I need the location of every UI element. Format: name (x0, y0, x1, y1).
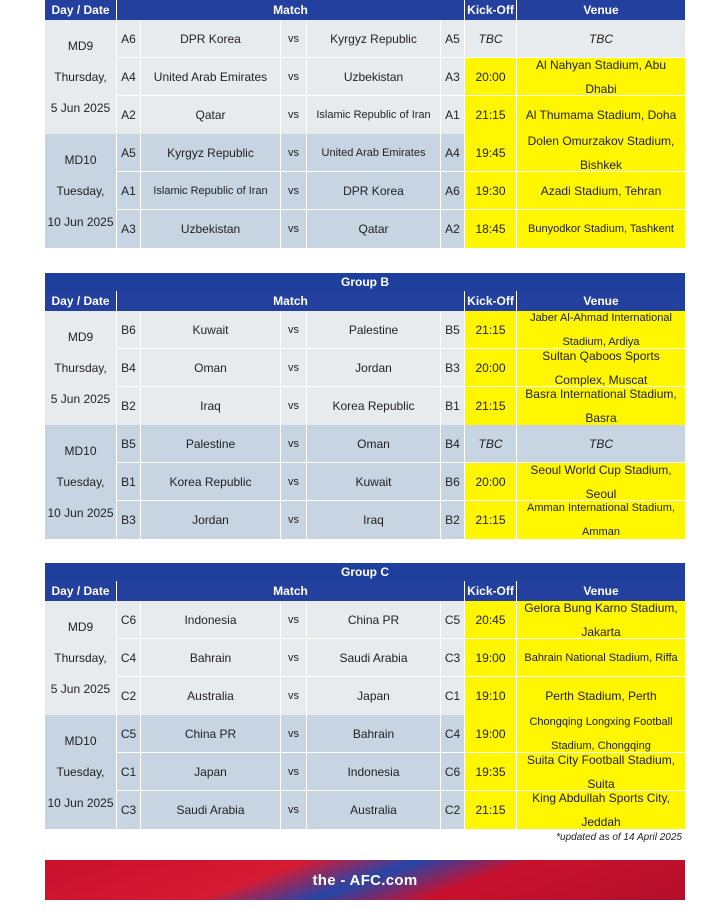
group-a-md10-rows (117, 134, 685, 248)
header-day-date: Day / Date (45, 0, 117, 20)
day-cell: MD9 Thursday, 5 Jun 2025 (45, 311, 117, 425)
group-a-section (45, 0, 685, 248)
header-kickoff: Kick-Off (465, 581, 517, 601)
match-row: C3 Saudi Arabia vs Australia C2 21:15 King Abdullah Sports City, Jeddah (117, 791, 685, 829)
header-venue: Venue (583, 3, 619, 17)
group-b-title: Group B (45, 273, 685, 291)
day-cell: MD10 Tuesday, 10 Jun 2025 (45, 425, 117, 539)
match-row: C6 Indonesia vs China PR C5 20:45 Gelora Bung Karno Stadium, Jakarta (117, 601, 685, 639)
group-c-md9-block (45, 601, 685, 715)
match-row: C5 China PR vs Bahrain C4 19:00 Chongqing Longxing Football Stadium, Chongqing (117, 715, 685, 753)
match-row: B6 Kuwait vs Palestine B5 21:15 Jaber Al-Ahmad International Stadium, Ardiya (117, 311, 685, 349)
group-b-section (45, 273, 685, 539)
group-a-md9-block (45, 20, 685, 134)
header-venue: Venue (583, 294, 619, 308)
group-a-md10-block (45, 134, 685, 248)
group-c-md10-block (45, 715, 685, 829)
match-row: B1 Korea Republic vs Kuwait B6 20:00 Seoul World Cup Stadium, Seoul (117, 463, 685, 501)
header-day-date: Day / Date (45, 581, 117, 601)
group-b-md9-block (45, 311, 685, 425)
match-row: A1 Islamic Republic of Iran vs DPR Korea A6 19:30 Azadi Stadium, Tehran (117, 172, 685, 210)
header-match: Match (117, 291, 465, 311)
group-c-title: Group C (45, 563, 685, 581)
match-row: C1 Japan vs Indonesia C6 19:35 Suita City Football Stadium, Suita (117, 753, 685, 791)
group-a-header-row (45, 0, 685, 20)
match-row: C4 Bahrain vs Saudi Arabia C3 19:00 Bahrain National Stadium, Riffa (117, 639, 685, 677)
day-cell: MD10 Tuesday, 10 Jun 2025 (45, 134, 117, 248)
header-match: Match (117, 581, 465, 601)
day-cell: MD10 Tuesday, 10 Jun 2025 (45, 715, 117, 829)
update-footnote: *updated as of 14 April 2025 (556, 832, 682, 843)
match-row: A4 United Arab Emirates vs Uzbekistan A3 20:00 Al Nahyan Stadium, Abu Dhabi (117, 58, 685, 96)
match-row: C2 Australia vs Japan C1 19:10 Perth Stadium, Perth (117, 677, 685, 715)
day-cell: MD9 Thursday, 5 Jun 2025 (45, 601, 117, 715)
match-row: A5 Kyrgyz Republic vs United Arab Emirates A4 19:45 Dolen Omurzakov Stadium, Bishkek (117, 134, 685, 172)
group-c-md9-rows (117, 601, 685, 715)
match-row: B5 Palestine vs Oman B4 TBC TBC (117, 425, 685, 463)
header-kickoff: Kick-Off (465, 291, 517, 311)
header-match: Match (117, 0, 465, 20)
afc-footer-banner (45, 860, 685, 900)
afc-site-link[interactable]: the - AFC.com (312, 871, 418, 889)
match-row: B4 Oman vs Jordan B3 20:00 Sultan Qaboos Sports Complex, Muscat (117, 349, 685, 387)
group-c-md10-rows (117, 715, 685, 829)
group-b-md10-rows (117, 425, 685, 539)
group-c-section (45, 563, 685, 829)
header-kickoff: Kick-Off (465, 0, 517, 20)
match-row: B3 Jordan vs Iraq B2 21:15 Amman International Stadium, Amman (117, 501, 685, 539)
match-row: A2 Qatar vs Islamic Republic of Iran A1 21:15 Al Thumama Stadium, Doha (117, 96, 685, 134)
match-row: A3 Uzbekistan vs Qatar A2 18:45 Bunyodkor Stadium, Tashkent (117, 210, 685, 248)
header-venue: Venue (583, 584, 619, 598)
match-row: B2 Iraq vs Korea Republic B1 21:15 Basra International Stadium, Basra (117, 387, 685, 425)
group-b-md9-rows (117, 311, 685, 425)
group-a-md9-rows (117, 20, 685, 134)
day-cell: MD9 Thursday, 5 Jun 2025 (45, 20, 117, 134)
group-b-md10-block (45, 425, 685, 539)
match-row: A6 DPR Korea vs Kyrgyz Republic A5 TBC TBC (117, 20, 685, 58)
header-day-date: Day / Date (45, 291, 117, 311)
